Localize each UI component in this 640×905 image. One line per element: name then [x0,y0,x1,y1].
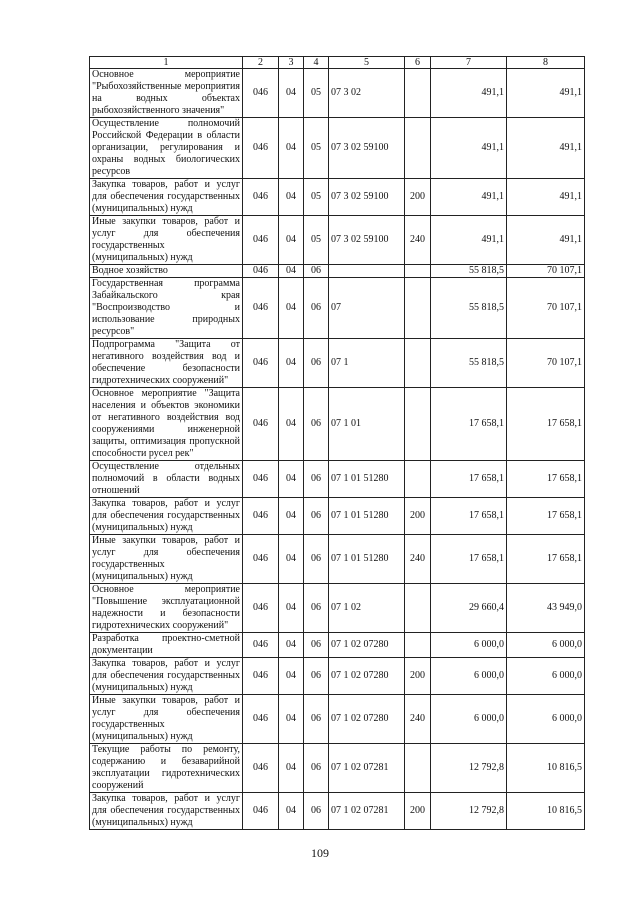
row-name-cell: Государственная программа Забайкальского края "Воспроизводство и использование природных ресурсов" [90,278,243,339]
amount-year-1-cell: 491,1 [431,118,507,179]
target-article-cell: 07 [329,278,405,339]
expense-type-cell [405,461,431,498]
section-code-cell: 04 [279,633,304,658]
table-row [90,388,585,461]
subsection-code-cell: 06 [304,658,329,695]
table-row [90,695,585,744]
subsection-code-cell: 06 [304,339,329,388]
column-header: 7 [431,57,507,69]
subsection-code-cell: 06 [304,633,329,658]
amount-year-2-cell: 6 000,0 [507,658,585,695]
section-code-cell: 04 [279,535,304,584]
amount-year-1-cell: 491,1 [431,69,507,118]
subsection-code-cell: 06 [304,388,329,461]
row-name-cell: Иные закупки товаров, работ и услуг для обеспечения государственных (муниципальных) нужд [90,535,243,584]
row-name-cell: Основное мероприятие "Повышение эксплуатационной надежности и безопасности гидротехнических сооружений" [90,584,243,633]
section-code-cell: 04 [279,388,304,461]
row-name-cell: Иные закупки товаров, работ и услуг для обеспечения государственных (муниципальных) нужд [90,216,243,265]
expense-type-cell [405,633,431,658]
amount-year-2-cell: 491,1 [507,118,585,179]
section-code-cell: 04 [279,744,304,793]
admin-code-cell: 046 [243,584,279,633]
table-row [90,339,585,388]
expense-type-cell [405,339,431,388]
table-row [90,461,585,498]
amount-year-2-cell: 491,1 [507,69,585,118]
row-name-cell: Основное мероприятие "Рыбохозяйственные мероприятия на водных объектах рыбохозяйственного значения" [90,69,243,118]
amount-year-2-cell: 10 816,5 [507,793,585,830]
section-code-cell: 04 [279,695,304,744]
subsection-code-cell: 06 [304,265,329,278]
admin-code-cell: 046 [243,265,279,278]
row-name-cell: Водное хозяйство [90,265,243,278]
admin-code-cell: 046 [243,498,279,535]
amount-year-2-cell: 17 658,1 [507,535,585,584]
target-article-cell: 07 1 01 51280 [329,498,405,535]
expense-type-cell [405,388,431,461]
page-number: 109 [311,846,329,860]
section-code-cell: 04 [279,118,304,179]
admin-code-cell: 046 [243,695,279,744]
amount-year-2-cell: 17 658,1 [507,388,585,461]
row-name-cell: Текущие работы по ремонту, содержанию и безаварийной эксплуатации гидротехнических сооружений [90,744,243,793]
subsection-code-cell: 06 [304,461,329,498]
amount-year-1-cell: 55 818,5 [431,265,507,278]
budget-table [89,56,585,830]
amount-year-1-cell: 491,1 [431,179,507,216]
admin-code-cell: 046 [243,118,279,179]
admin-code-cell: 046 [243,179,279,216]
expense-type-cell [405,265,431,278]
section-code-cell: 04 [279,179,304,216]
amount-year-1-cell: 17 658,1 [431,535,507,584]
table-header-row [90,57,585,69]
amount-year-1-cell: 17 658,1 [431,388,507,461]
target-article-cell: 07 1 [329,339,405,388]
target-article-cell: 07 1 01 51280 [329,461,405,498]
amount-year-2-cell: 70 107,1 [507,339,585,388]
target-article-cell: 07 3 02 59100 [329,118,405,179]
amount-year-1-cell: 12 792,8 [431,793,507,830]
expense-type-cell [405,118,431,179]
admin-code-cell: 046 [243,793,279,830]
target-article-cell: 07 1 02 07281 [329,744,405,793]
table-row [90,118,585,179]
row-name-cell: Закупка товаров, работ и услуг для обеспечения государственных (муниципальных) нужд [90,658,243,695]
expense-type-cell [405,744,431,793]
amount-year-2-cell: 70 107,1 [507,278,585,339]
admin-code-cell: 046 [243,388,279,461]
amount-year-2-cell: 6 000,0 [507,633,585,658]
row-name-cell: Осуществление отдельных полномочий в области водных отношений [90,461,243,498]
subsection-code-cell: 05 [304,179,329,216]
target-article-cell [329,265,405,278]
subsection-code-cell: 05 [304,118,329,179]
admin-code-cell: 046 [243,339,279,388]
table-row [90,69,585,118]
table-row [90,278,585,339]
target-article-cell: 07 1 01 [329,388,405,461]
target-article-cell: 07 1 01 51280 [329,535,405,584]
section-code-cell: 04 [279,69,304,118]
expense-type-cell: 200 [405,498,431,535]
table-row [90,498,585,535]
section-code-cell: 04 [279,658,304,695]
expense-type-cell: 240 [405,535,431,584]
column-header: 2 [243,57,279,69]
subsection-code-cell: 06 [304,278,329,339]
admin-code-cell: 046 [243,744,279,793]
admin-code-cell: 046 [243,69,279,118]
table-row [90,658,585,695]
column-header: 4 [304,57,329,69]
subsection-code-cell: 05 [304,216,329,265]
target-article-cell: 07 1 02 07280 [329,695,405,744]
subsection-code-cell: 06 [304,744,329,793]
admin-code-cell: 046 [243,658,279,695]
table-row [90,179,585,216]
amount-year-1-cell: 55 818,5 [431,278,507,339]
row-name-cell: Осуществление полномочий Российской Федерации в области организации, регулирования и охраны водных биологических ресурсов [90,118,243,179]
expense-type-cell: 240 [405,695,431,744]
subsection-code-cell: 06 [304,793,329,830]
column-header: 8 [507,57,585,69]
row-name-cell: Разработка проектно-сметной документации [90,633,243,658]
subsection-code-cell: 06 [304,535,329,584]
section-code-cell: 04 [279,461,304,498]
expense-type-cell [405,69,431,118]
subsection-code-cell: 06 [304,695,329,744]
expense-type-cell: 200 [405,658,431,695]
expense-type-cell: 200 [405,793,431,830]
table-row [90,265,585,278]
expense-type-cell: 240 [405,216,431,265]
amount-year-1-cell: 6 000,0 [431,633,507,658]
table-row [90,793,585,830]
section-code-cell: 04 [279,265,304,278]
table-row [90,744,585,793]
column-header: 5 [329,57,405,69]
amount-year-2-cell: 43 949,0 [507,584,585,633]
section-code-cell: 04 [279,498,304,535]
section-code-cell: 04 [279,216,304,265]
amount-year-2-cell: 17 658,1 [507,498,585,535]
column-header: 6 [405,57,431,69]
admin-code-cell: 046 [243,461,279,498]
table-row [90,216,585,265]
section-code-cell: 04 [279,339,304,388]
admin-code-cell: 046 [243,535,279,584]
amount-year-1-cell: 17 658,1 [431,498,507,535]
target-article-cell: 07 3 02 59100 [329,216,405,265]
row-name-cell: Иные закупки товаров, работ и услуг для обеспечения государственных (муниципальных) нужд [90,695,243,744]
amount-year-2-cell: 491,1 [507,179,585,216]
target-article-cell: 07 1 02 07280 [329,633,405,658]
row-name-cell: Закупка товаров, работ и услуг для обеспечения государственных (муниципальных) нужд [90,793,243,830]
admin-code-cell: 046 [243,278,279,339]
section-code-cell: 04 [279,278,304,339]
row-name-cell: Основное мероприятие "Защита населения и объектов экономики от негативного воздействия вод сооружениями инженерной защиты, оптимизация пропускной способности русел рек" [90,388,243,461]
admin-code-cell: 046 [243,216,279,265]
target-article-cell: 07 3 02 59100 [329,179,405,216]
column-header: 3 [279,57,304,69]
amount-year-1-cell: 12 792,8 [431,744,507,793]
subsection-code-cell: 05 [304,69,329,118]
amount-year-2-cell: 70 107,1 [507,265,585,278]
amount-year-2-cell: 17 658,1 [507,461,585,498]
amount-year-2-cell: 491,1 [507,216,585,265]
column-header: 1 [90,57,243,69]
amount-year-1-cell: 491,1 [431,216,507,265]
amount-year-1-cell: 6 000,0 [431,658,507,695]
row-name-cell: Закупка товаров, работ и услуг для обеспечения государственных (муниципальных) нужд [90,498,243,535]
amount-year-1-cell: 29 660,4 [431,584,507,633]
subsection-code-cell: 06 [304,498,329,535]
admin-code-cell: 046 [243,633,279,658]
amount-year-1-cell: 55 818,5 [431,339,507,388]
row-name-cell: Закупка товаров, работ и услуг для обеспечения государственных (муниципальных) нужд [90,179,243,216]
expense-type-cell [405,278,431,339]
amount-year-2-cell: 10 816,5 [507,744,585,793]
target-article-cell: 07 1 02 07280 [329,658,405,695]
target-article-cell: 07 1 02 [329,584,405,633]
section-code-cell: 04 [279,584,304,633]
table-row [90,535,585,584]
row-name-cell: Подпрограмма "Защита от негативного воздействия вод и обеспечение безопасности гидротехнических сооружений" [90,339,243,388]
target-article-cell: 07 1 02 07281 [329,793,405,830]
table-row [90,633,585,658]
expense-type-cell [405,584,431,633]
section-code-cell: 04 [279,793,304,830]
subsection-code-cell: 06 [304,584,329,633]
amount-year-1-cell: 6 000,0 [431,695,507,744]
amount-year-2-cell: 6 000,0 [507,695,585,744]
table-row [90,584,585,633]
expense-type-cell: 200 [405,179,431,216]
amount-year-1-cell: 17 658,1 [431,461,507,498]
target-article-cell: 07 3 02 [329,69,405,118]
